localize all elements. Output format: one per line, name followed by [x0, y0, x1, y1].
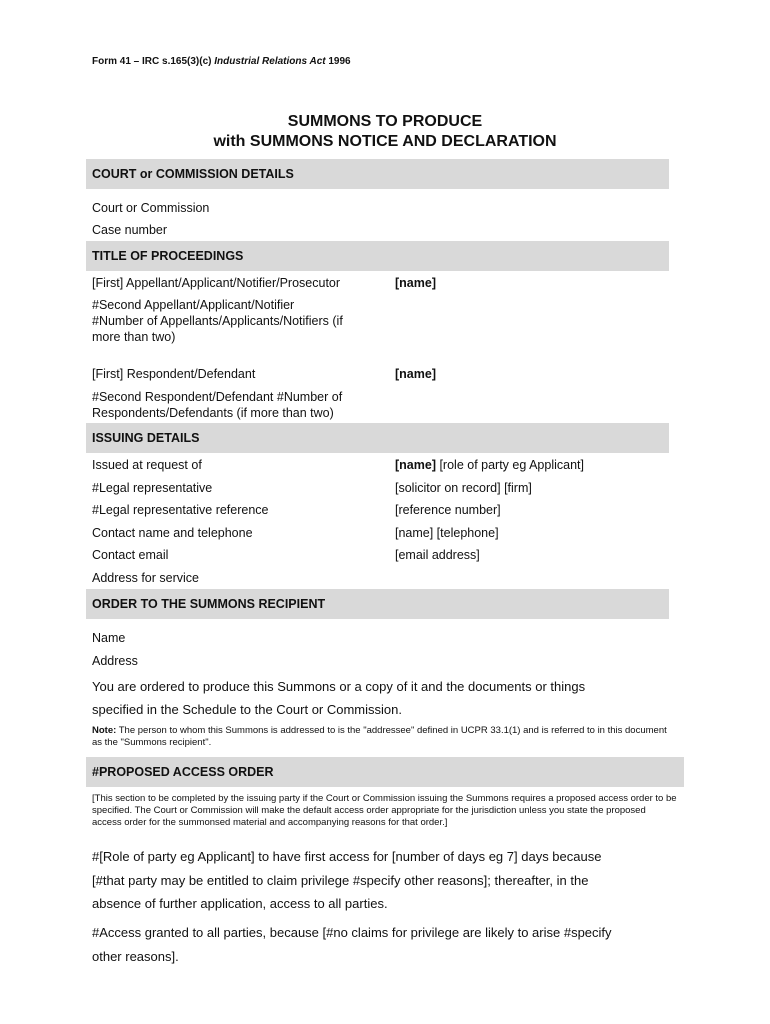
second-appellant-line-1: #Second Appellant/Applicant/Notifier [92, 298, 295, 312]
issuing-row-label: #Legal representative reference [92, 503, 269, 517]
access-order-guidance: [This section to be completed by the issuing party if the Court or Commission issuing the Summons requires a proposed access order to be specified. The Court or Commission will make the default access order appropriate for the jurisdiction unless you state the proposed access order for the summonsed material and accompanying reasons for that order.] [92, 793, 677, 828]
issuing-row-value: [solicitor on record] [firm] [395, 481, 532, 495]
access-order-option-1: #[Role of party eg Applicant] to have first access for [number of days eg 7] days because [#that party may be entitled to claim privilege #specify other reasons]; thereafter, in the absence of further application, access to all parties. [92, 849, 602, 911]
recipient-name-label: Name [92, 631, 126, 645]
second-respondent-line-2: Respondents/Defendants (if more than two) [92, 406, 334, 420]
form-reference: Form 41 – IRC s.165(3)(c) Industrial Relations Act 1996 [92, 56, 351, 67]
issuing-row-label: Contact name and telephone [92, 526, 253, 540]
first-appellant-value: [name] [395, 276, 436, 290]
first-respondent-label: [First] Respondent/Defendant [92, 367, 256, 381]
issuing-row-value: [reference number] [395, 503, 501, 517]
title-line-2: with SUMMONS NOTICE AND DECLARATION [213, 133, 557, 150]
order-instruction: You are ordered to produce this Summons or a copy of it and the documents or things specified in the Schedule to the Court or Commission. [92, 679, 586, 717]
issuing-row-value: [name] [telephone] [395, 526, 499, 540]
first-respondent-value: [name] [395, 367, 436, 381]
title-line-1: SUMMONS TO PRODUCE [287, 113, 483, 130]
section-title-of-proceedings: TITLE OF PROCEEDINGS [86, 241, 669, 271]
issuing-row-label: #Legal representative [92, 481, 213, 495]
second-appellant-line-3: more than two) [92, 330, 176, 344]
issuing-row-value: [name] [role of party eg Applicant] [395, 458, 584, 472]
second-appellant-line-2: #Number of Appellants/Applicants/Notifiers (if [92, 314, 343, 328]
section-order-to-recipient: ORDER TO THE SUMMONS RECIPIENT [86, 589, 669, 619]
document-title [0, 112, 770, 152]
case-number-label: Case number [92, 223, 168, 237]
issuing-row-label: Address for service [92, 571, 199, 585]
issuing-row-label: Contact email [92, 548, 169, 562]
court-label: Court or Commission [92, 201, 210, 215]
section-proposed-access-order: #PROPOSED ACCESS ORDER [86, 757, 684, 787]
second-respondent-line-1: #Second Respondent/Defendant #Number of [92, 390, 343, 404]
recipient-address-label: Address [92, 654, 138, 668]
order-note: Note: The person to whom this Summons is addressed to is the "addressee" defined in UCPR 33.1(1) and is referred to in this document as the "Summons recipient". [92, 725, 667, 748]
issuing-row-label: Issued at request of [92, 458, 202, 472]
section-court-details: COURT or COMMISSION DETAILS [86, 159, 669, 189]
issuing-row-value: [email address] [395, 548, 480, 562]
first-appellant-label: [First] Appellant/Applicant/Notifier/Prosecutor [92, 276, 341, 290]
section-issuing-details: ISSUING DETAILS [86, 423, 669, 453]
access-order-option-2: #Access granted to all parties, because [#no claims for privilege are likely to arise #specify other reasons]. [92, 925, 612, 964]
